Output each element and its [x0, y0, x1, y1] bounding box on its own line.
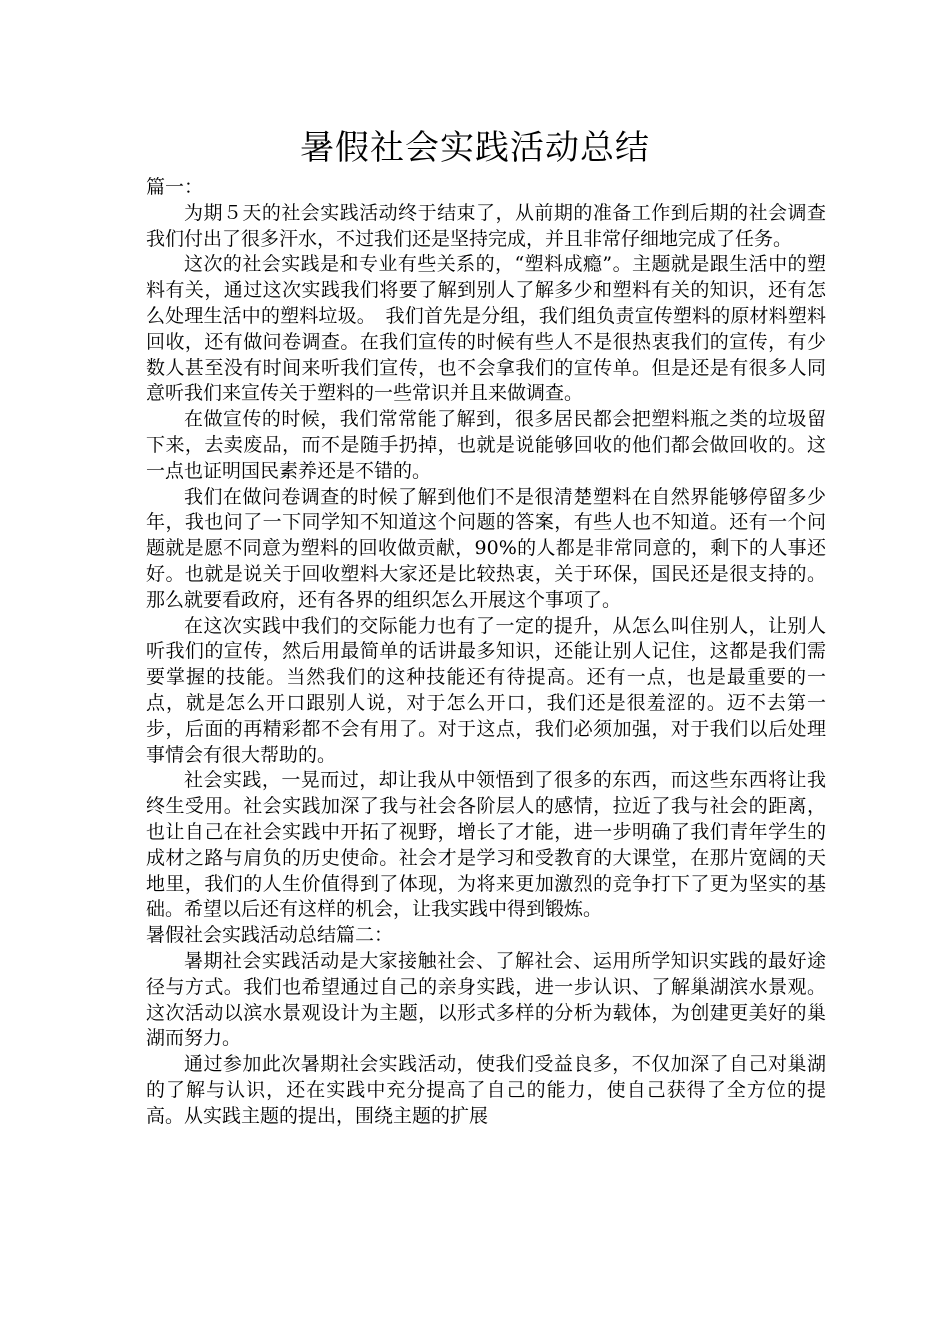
paragraph: 暑期社会实践活动是大家接触社会、了解社会、运用所学知识实践的最好途径与方式。我们也希望通过自己的亲身实践，进一步认识、了解巢湖滨水景观。这次活动以滨水景观设计为主题，以形式多样的分析为载体，为创建更美好的巢湖而努力。: [146, 949, 826, 1050]
paragraph: 我们在做问卷调查的时候了解到他们不是很清楚塑料在自然界能够停留多少年，我也问了一下同学知不知道这个问题的答案，有些人也不知道。还有一个问题就是愿不同意为塑料的回收做贡献，90%的人都是非常同意的，剩下的人事还好。也就是说关于回收塑料大家还是比较热衷，关于环保，国民还是很支持的。那么就要看政府，还有各界的组织怎么开展这个事项了。: [146, 485, 826, 611]
paragraph: 为期５天的社会实践活动终于结束了，从前期的准备工作到后期的社会调查我们付出了很多汗水，不过我们还是坚持完成，并且非常仔细地完成了任务。: [146, 201, 826, 250]
paragraph: 社会实践，一晃而过，却让我从中领悟到了很多的东西，而这些东西将让我终生受用。社会实践加深了我与社会各阶层人的感情，拉近了我与社会的距离，也让自己在社会实践中开拓了视野，增长了才能，进一步明确了我们青年学生的成材之路与肩负的历史使命。社会才是学习和受教育的大课堂，在那片宽阔的天地里，我们的人生价值得到了体现，为将来更加激烈的竞争打下了更为坚实的基础。希望以后还有这样的机会，让我实践中得到锻炼。: [146, 769, 826, 921]
section-heading-2: 暑假社会实践活动总结篇二：: [146, 924, 394, 947]
document-title: 暑假社会实践活动总结: [300, 128, 650, 168]
paragraph: 这次的社会实践是和专业有些关系的，“塑料成瘾”。主题就是跟生活中的塑料有关，通过这次实践我们将要了解到别人了解多少和塑料有关的知识，还有怎么处理生活中的塑料垃圾。 我们首先是分组，我们组负责宣传塑料的原材料塑料回收，还有做问卷调查。在我们宣传的时候有些人不是很热衷我们的宣传，有少数人甚至没有时间来听我们宣传，也不会拿我们的宣传单。但是还是有很多人同意听我们来宣传关于塑料的一些常识并且来做调查。: [146, 253, 826, 405]
paragraph: 在这次实践中我们的交际能力也有了一定的提升，从怎么叫住别人，让别人听我们的宣传，然后用最简单的话讲最多知识，还能让别人记住，这都是我们需要掌握的技能。当然我们的这种技能还有待提高。还有一点，也是最重要的一点，就是怎么开口跟别人说，对于怎么开口，我们还是很羞涩的。迈不去第一步，后面的再精彩都不会有用了。对于这点，我们必须加强，对于我们以后处理事情会有很大帮助的。: [146, 614, 826, 766]
paragraph: 通过参加此次暑期社会实践活动，使我们受益良多，不仅加深了自己对巢湖的了解与认识，还在实践中充分提高了自己的能力，使自己获得了全方位的提高。从实践主题的提出，围绕主题的扩展: [146, 1053, 826, 1127]
document-body: [146, 175, 826, 1129]
section-heading-1: 篇一：: [146, 176, 204, 198]
paragraph: 在做宣传的时候，我们常常能了解到，很多居民都会把塑料瓶之类的垃圾留下来，去卖废品，而不是随手扔掉，也就是说能够回收的他们都会做回收的。这一点也证明国民素养还是不错的。: [146, 408, 826, 482]
